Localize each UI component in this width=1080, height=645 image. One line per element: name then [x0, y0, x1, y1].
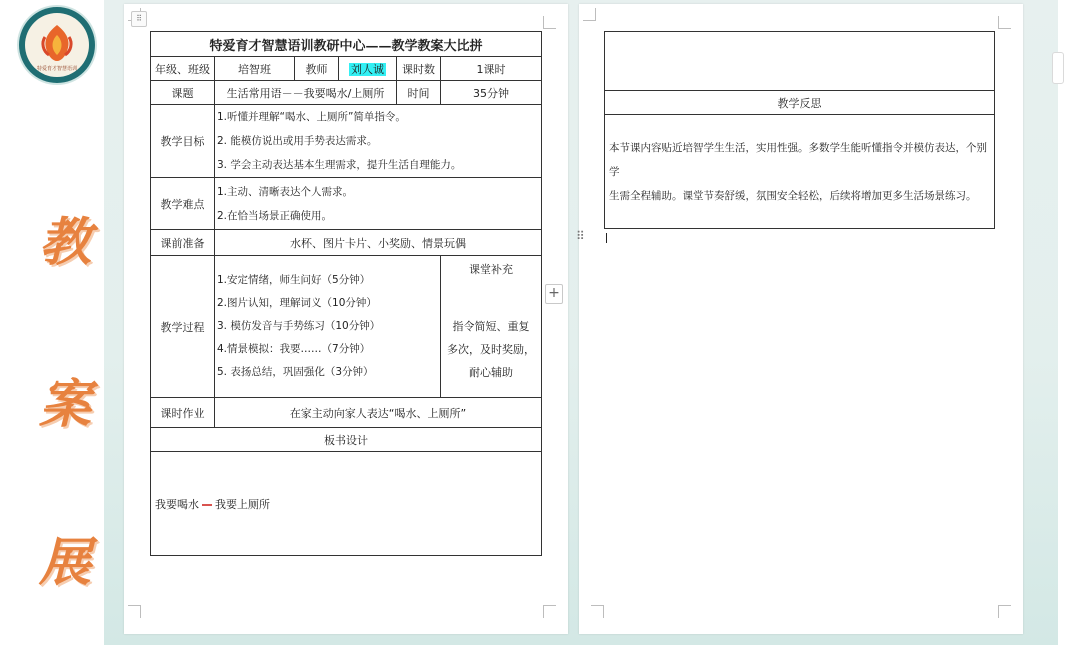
board-right: 我要上厕所 [215, 497, 270, 511]
goals-label: 教学目标 [151, 105, 215, 178]
grade-label: 年级、班级 [151, 57, 215, 81]
reflection-text[interactable] [605, 115, 995, 229]
topic-value: 生活常用语－－我要喝水/上厕所 [215, 81, 397, 105]
logo-text: 特爱育才智慧语训 [36, 66, 77, 72]
reflection-label: 教学反思 [605, 91, 995, 115]
board-left: 我要喝水 [155, 497, 199, 511]
goal-item: 3. 学会主动表达基本生理需求，提升生活自理能力。 [217, 159, 462, 171]
process-item: 2.图片认知，理解词义（10分钟） [217, 297, 377, 309]
side-char-3: 展 [38, 532, 91, 593]
goal-item: 2. 能模仿说出或用手势表达需求。 [217, 135, 378, 147]
drag-handle-icon[interactable]: ⠿ [576, 229, 585, 243]
supplement-line: 指令简短、重复 [452, 320, 530, 333]
flame-logo-icon [39, 23, 75, 63]
process-list [215, 256, 441, 398]
time-value: 35分钟 [441, 81, 542, 105]
process-label: 教学过程 [151, 256, 215, 398]
reflection-empty-cell[interactable] [605, 32, 995, 91]
homework-value: 在家主动向家人表达“喝水、上厕所” [215, 398, 542, 428]
process-item: 3. 模仿发音与手势练习（10分钟） [217, 320, 381, 332]
side-char-2: 案 [38, 374, 91, 435]
difficulty-item: 2.在恰当场景正确使用。 [217, 209, 333, 222]
supplement-line: 多次，及时奖励， [447, 343, 536, 356]
text-cursor [606, 233, 607, 243]
goal-item: 1.听懂并理解“喝水、上厕所”简单指令。 [217, 111, 406, 123]
goals-list [215, 105, 542, 178]
hours-label: 课时数 [397, 57, 441, 81]
board-label: 板书设计 [151, 428, 542, 452]
teacher-label: 教师 [295, 57, 339, 81]
difficulty-item: 1.主动、清晰表达个人需求。 [217, 185, 354, 198]
table-move-handle-icon[interactable]: ⠿ [131, 11, 147, 27]
process-item: 4.情景模拟：我要……（7分钟） [217, 343, 371, 355]
reflection-table [604, 31, 995, 229]
process-item: 1.安定情绪，师生问好（5分钟） [217, 274, 371, 286]
supplement-title: 课堂补充 [469, 263, 514, 276]
board-content[interactable] [151, 452, 542, 556]
difficulty-list [215, 178, 542, 230]
time-label: 时间 [397, 81, 441, 105]
spellcheck-mark [202, 504, 212, 506]
process-item: 5. 表扬总结，巩固强化（3分钟） [217, 366, 374, 378]
add-column-button[interactable]: + [545, 284, 563, 304]
lesson-plan-table [150, 31, 542, 556]
reflection-line: 本节课内容贴近培智学生生活，实用性强。多数学生能听懂指令并模仿表达，个别学 [609, 141, 987, 178]
difficulty-label: 教学难点 [151, 178, 215, 230]
teacher-name: 刘人诚 [351, 62, 384, 76]
right-margin [1058, 0, 1080, 645]
homework-label: 课时作业 [151, 398, 215, 428]
side-char-1: 教 [38, 212, 91, 273]
side-panel [0, 0, 104, 645]
topic-label: 课题 [151, 81, 215, 105]
prep-value: 水杯、图片卡片、小奖励、情景玩偶 [215, 230, 542, 256]
supplement-line: 耐心辅助 [469, 366, 514, 379]
table-title: 特爱育才智慧语训教研中心——教学教案大比拼 [151, 32, 542, 57]
scroll-thumb[interactable] [1052, 52, 1064, 84]
grade-value: 培智班 [215, 57, 295, 81]
reflection-line: 生需全程辅助。课堂节奏舒缓，氛围安全轻松，后续将增加更多生活场景练习。 [609, 189, 977, 202]
prep-label: 课前准备 [151, 230, 215, 256]
hours-value: 1课时 [441, 57, 542, 81]
supplement-cell [441, 256, 542, 398]
logo [19, 7, 95, 83]
